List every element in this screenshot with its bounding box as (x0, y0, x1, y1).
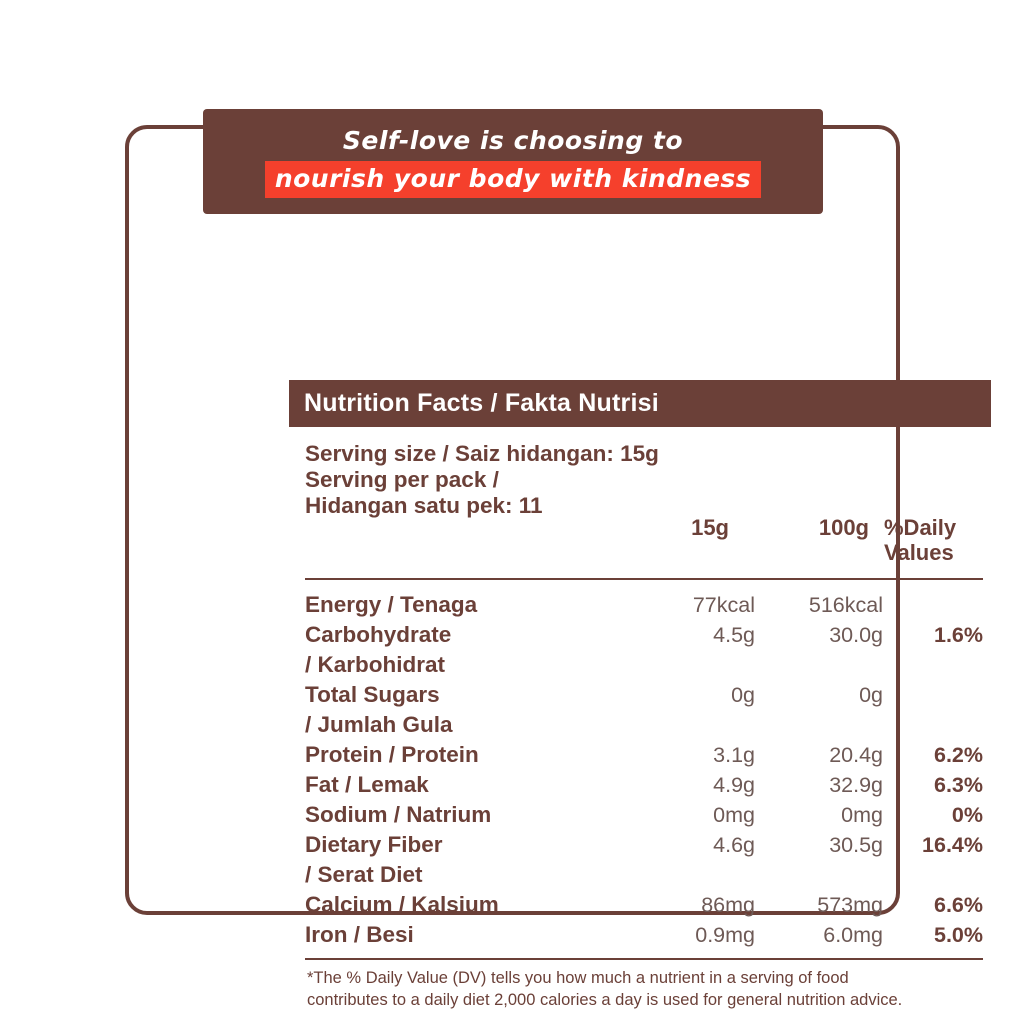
nutrient-name (305, 920, 635, 950)
table-row (305, 920, 983, 950)
value-per-serving: 0mg (713, 803, 755, 827)
nutrient-name-secondary: / Serat Diet (305, 862, 423, 887)
value-per-serving: 86mg (701, 893, 755, 917)
table-row (305, 890, 983, 920)
value-daily-percent (883, 680, 983, 740)
table-row (305, 770, 983, 800)
table-row (305, 740, 983, 770)
value-daily-percent: 0% (951, 803, 983, 827)
footnote-line1: *The % Daily Value (DV) tells you how much a nutrient in a serving of food (307, 969, 849, 987)
value-per-serving: 77kcal (692, 593, 755, 617)
value-daily-percent: 1.6% (933, 623, 983, 647)
value-per-100g: 6.0mg (823, 923, 883, 947)
value-per-serving: 4.9g (713, 773, 755, 797)
column-header-15g: 15g (691, 515, 729, 540)
nutrient-name (305, 800, 635, 830)
value-per-100g: 20.4g (829, 743, 883, 767)
nutrition-table (305, 590, 983, 950)
nutrient-name (305, 770, 635, 800)
nutrient-name (305, 740, 635, 770)
daily-values-line1: %Daily (884, 515, 957, 540)
column-header-daily-values (884, 515, 979, 565)
column-header-100g: 100g (818, 515, 869, 540)
serving-info (305, 441, 705, 519)
nutrient-name-primary: Iron / Besi (305, 922, 414, 947)
nutrient-name-secondary: / Jumlah Gula (305, 712, 453, 737)
nutrition-facts-title: Nutrition Facts / Fakta Nutrisi (304, 389, 659, 417)
value-per-serving: 0.9mg (695, 923, 755, 947)
table-row (305, 680, 983, 740)
value-daily-percent: 6.2% (933, 743, 983, 767)
daily-value-footnote (307, 967, 1007, 1011)
value-per-100g: 0mg (841, 803, 883, 827)
table-row (305, 830, 983, 890)
value-per-serving: 3.1g (713, 743, 755, 767)
value-daily-percent: 6.3% (933, 773, 983, 797)
nutrient-name (305, 890, 635, 920)
value-per-100g: 32.9g (829, 773, 883, 797)
nutrient-name (305, 590, 635, 620)
value-per-serving: 4.6g (713, 833, 755, 857)
value-daily-percent: 5.0% (933, 923, 983, 947)
nutrition-label-card (125, 125, 983, 1009)
serving-per-pack-line-my: Hidangan satu pek: 11 (305, 493, 543, 518)
nutrient-name-primary: Energy / Tenaga (305, 592, 478, 617)
nutrient-name (305, 620, 635, 680)
nutrient-name-primary: Protein / Protein (305, 742, 479, 767)
nutrient-name-primary: Sodium / Natrium (305, 802, 492, 827)
value-per-100g: 516kcal (808, 593, 883, 617)
value-daily-percent: 16.4% (922, 833, 983, 857)
value-daily-percent (883, 590, 983, 620)
nutrient-name-secondary: / Karbohidrat (305, 652, 446, 677)
value-per-100g: 30.5g (829, 833, 883, 857)
serving-per-pack-line: Serving per pack / (305, 467, 499, 492)
nutrient-name-primary: Carbohydrate (305, 622, 452, 647)
value-per-100g: 30.0g (829, 623, 883, 647)
nutrient-name (305, 680, 635, 740)
nutrition-facts-header (289, 380, 991, 427)
serving-size-line: Serving size / Saiz hidangan: 15g (305, 441, 659, 466)
value-per-100g: 0g (859, 683, 883, 707)
banner-line-1: Self-love is choosing to (342, 125, 684, 155)
value-daily-percent: 6.6% (933, 893, 983, 917)
nutrient-name-primary: Total Sugars (305, 682, 440, 707)
footnote-line2: contributes to a daily diet 2,000 calories a day is used for general nutrition advice. (307, 991, 903, 1009)
banner-line-2-highlighted: nourish your body with kindness (265, 161, 761, 198)
table-row (305, 620, 983, 680)
value-per-serving: 4.5g (713, 623, 755, 647)
nutrient-name-primary: Calcium / Kalsium (305, 892, 499, 917)
table-row (305, 590, 983, 620)
daily-values-line2: Values (884, 540, 954, 565)
value-per-100g: 573mg (817, 893, 883, 917)
table-top-rule (305, 578, 983, 580)
table-bottom-rule (305, 958, 983, 960)
nutrient-name-primary: Fat / Lemak (305, 772, 429, 797)
value-per-serving: 0g (731, 683, 755, 707)
table-row (305, 800, 983, 830)
nutrient-name (305, 830, 635, 890)
promo-banner (203, 109, 823, 214)
nutrient-name-primary: Dietary Fiber (305, 832, 443, 857)
